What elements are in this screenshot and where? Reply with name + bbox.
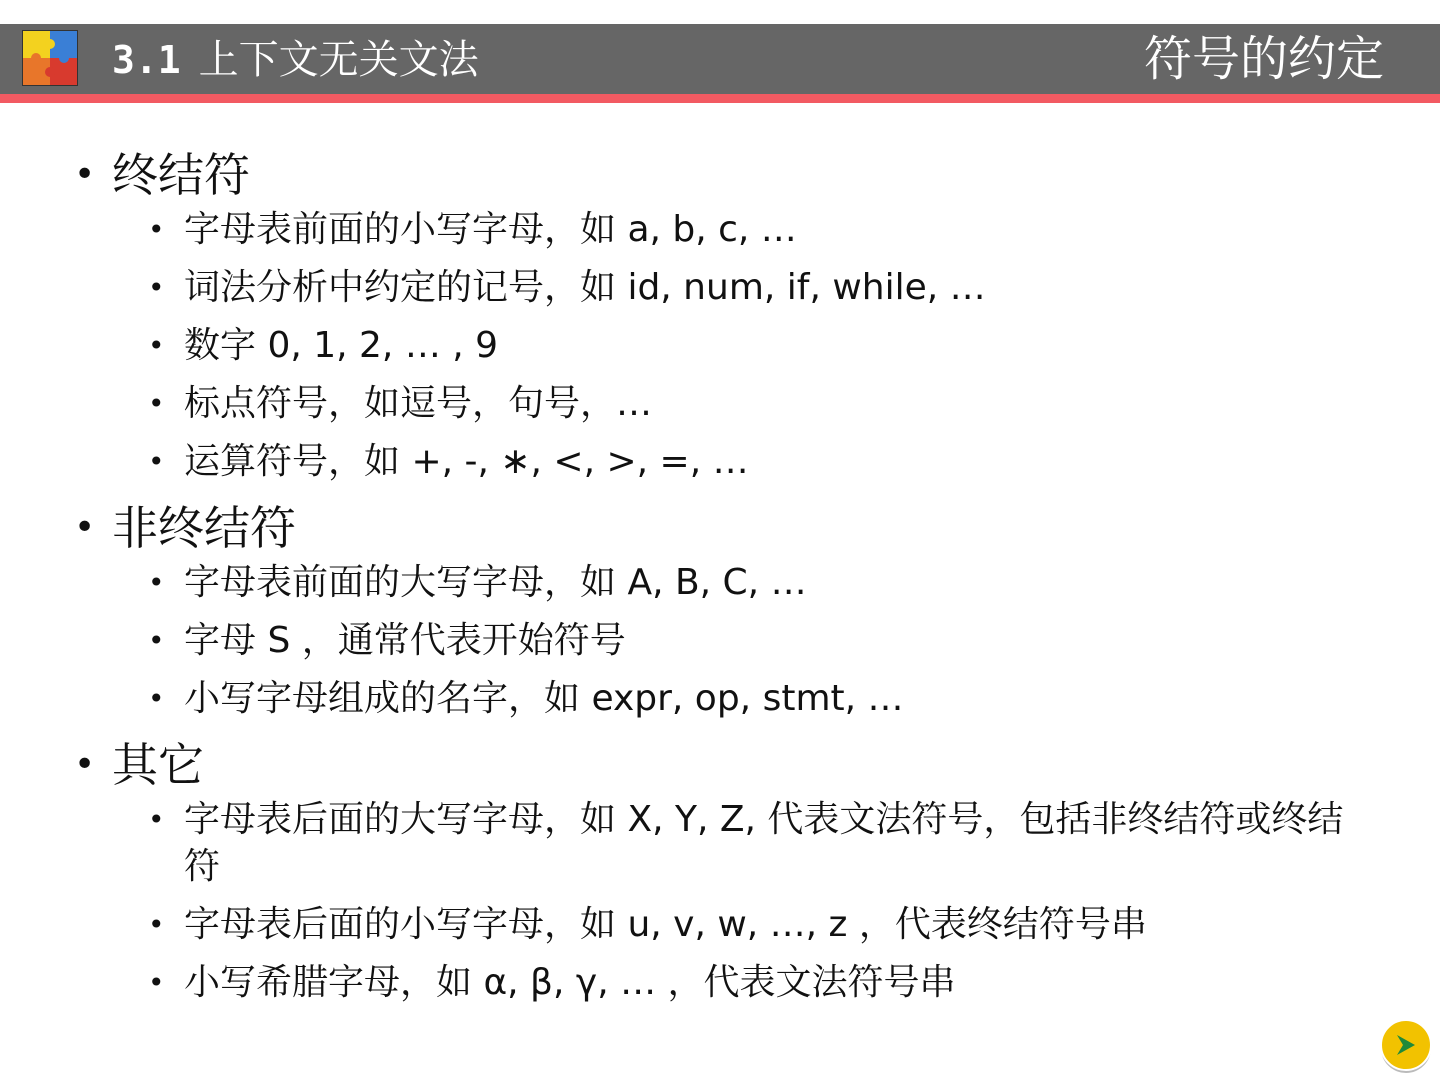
- section-name: 上下文无关文法: [198, 37, 479, 83]
- list-item: • 字母表后面的大写字母，如 X, Y, Z, 代表文法符号，包括非终结符或终结符: [70, 796, 1370, 890]
- header-accent-line: [0, 94, 1440, 103]
- list-item: • 词法分析中约定的记号，如 id, num, if, while, …: [70, 264, 1370, 311]
- next-arrow-icon[interactable]: [1378, 1018, 1434, 1074]
- heading-others: • 其它: [70, 734, 1370, 796]
- nonterminals-list: [70, 559, 1370, 722]
- heading-terminals: • 终结符: [70, 144, 1370, 206]
- slide-title: 符号的约定: [1143, 31, 1384, 87]
- list-item: • 字母表前面的大写字母，如 A, B, C, …: [70, 559, 1370, 606]
- list-item: • 字母表前面的小写字母，如 a, b, c, …: [70, 206, 1370, 253]
- terminals-list: [70, 206, 1370, 485]
- list-item: • 小写字母组成的名字，如 expr, op, stmt, …: [70, 675, 1370, 722]
- list-item: • 字母 S ，通常代表开始符号: [70, 617, 1370, 664]
- section-number: 3.1: [112, 38, 181, 82]
- list-item: • 运算符号，如 +, -, ∗, <, >, =, …: [70, 438, 1370, 485]
- list-item: • 字母表后面的小写字母，如 u, v, w, …, z ，代表终结符号串: [70, 901, 1370, 948]
- slide-content: [70, 140, 1370, 1018]
- section-title: [112, 30, 479, 90]
- others-list: [70, 796, 1370, 1006]
- list-item: • 标点符号，如逗号，句号，…: [70, 380, 1370, 427]
- list-item: • 小写希腊字母，如 α, β, γ, … ，代表文法符号串: [70, 959, 1370, 1006]
- puzzle-logo-icon: [22, 30, 78, 86]
- list-item: • 数字 0, 1, 2, … , 9: [70, 322, 1370, 369]
- heading-nonterminals: • 非终结符: [70, 497, 1370, 559]
